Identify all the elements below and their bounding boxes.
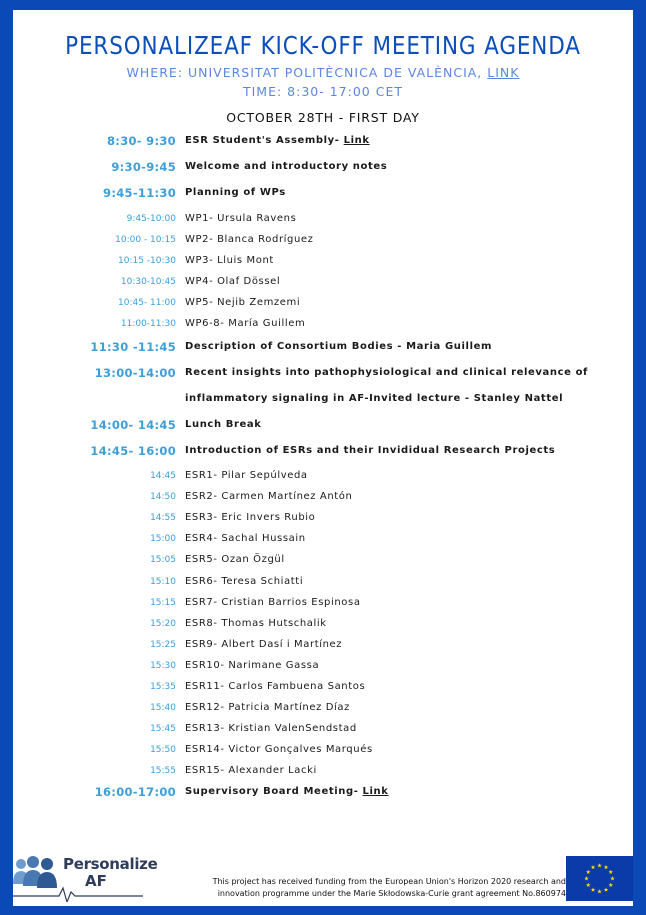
eu-star [586,883,591,887]
agenda-row [0,212,646,230]
eu-star [608,870,613,874]
agenda-title: Recent insights into pathophysiological and clinical relevance of [185,367,589,378]
agenda-text [185,491,352,502]
agenda-time: 15:20 [150,618,176,629]
agenda-row [0,511,646,529]
eu-star [584,876,589,880]
agenda-row [0,680,646,698]
agenda-time: 10:15 -10:30 [118,256,176,266]
eu-star [591,865,596,869]
agenda-row [0,233,646,251]
agenda-title: Welcome and introductory notes [185,161,388,172]
meeting-link[interactable]: Link [362,786,389,797]
agenda-row [0,785,646,803]
agenda-row [0,317,646,335]
agenda-text [185,318,305,329]
agenda-row [0,444,646,462]
time-line: TIME: 8:30- 17:00 CET [242,84,403,99]
agenda-title: ESR12- Patricia Martínez Díaz [185,702,350,714]
agenda-title: ESR3- Eric Invers Rubio [185,512,316,524]
page-title: PERSONALIZEAF KICK-OFF MEETING AGENDA [65,31,581,60]
agenda-time: 14:50 [150,492,176,503]
agenda-text [185,533,306,544]
agenda-title: ESR6- Teresa Schiatti [185,575,304,587]
eu-star [604,887,609,891]
agenda-time: 10:30-10:45 [120,277,176,287]
agenda-time: 15:55 [150,766,176,777]
agenda-text [185,597,361,608]
eu-star [604,865,609,869]
agenda-time: 9:45-11:30 [103,186,176,200]
agenda-text [185,702,350,713]
agenda-time: 14:55 [150,513,176,524]
funding-notice [200,876,566,900]
eu-star [597,863,602,867]
agenda-title: ESR5- Ozan Özgül [185,554,285,566]
agenda-title-line-2: inflammatory signaling in AF-Invited lecture - Stanley Nattel [185,393,564,404]
agenda-row [0,160,646,178]
agenda-title: ESR13- Kristian ValenSendstad [185,723,357,735]
agenda-text [185,723,357,734]
agenda-row [0,254,646,272]
agenda-text [185,470,308,481]
agenda-text [185,255,274,266]
agenda-time: 9:30-9:45 [111,160,176,174]
agenda-title: WP2- Blanca Rodríguez [185,234,314,245]
agenda-text [185,765,317,776]
agenda-row [0,469,646,487]
agenda-row [0,596,646,614]
agenda-title: ESR9- Albert Dasí i Martínez [185,638,343,650]
agenda-text [185,161,387,172]
agenda-time: 15:40 [150,703,176,714]
agenda-row [0,638,646,656]
agenda-title: Supervisory Board Meeting- [185,786,363,797]
agenda-title: ESR2- Carmen Martínez Antón [185,491,353,503]
agenda-title: ESR11- Carlos Fambuena Santos [185,681,366,692]
agenda-time: 15:25 [150,639,176,650]
agenda-title: ESR4- Sachal Hussain [185,533,306,545]
agenda-row [0,275,646,293]
eu-star [591,887,596,891]
agenda-text [185,786,389,797]
logo-word-personalize: Personalize [63,855,158,873]
agenda-text [185,576,303,587]
eu-stars-icon [566,856,633,901]
agenda-row [0,764,646,782]
agenda-text [185,681,365,692]
agenda-row [0,366,646,404]
agenda-time: 9:45-10:00 [126,214,176,224]
agenda-time: 14:45 [150,471,176,481]
agenda-text [185,367,588,378]
agenda-row [0,575,646,593]
agenda-row [0,340,646,358]
agenda-title: WP1- Ursula Ravens [185,213,297,224]
agenda-title: ESR1- Pilar Sepúlveda [185,470,308,481]
agenda-title: WP4- Olaf Dössel [185,276,281,287]
agenda-text [185,512,315,523]
agenda-row [0,722,646,740]
agenda-time: 13:00-14:00 [94,366,176,380]
eu-star [608,883,613,887]
agenda-row [0,490,646,508]
agenda-text [185,554,285,565]
agenda-text [185,187,286,198]
agenda-text [185,276,280,287]
agenda-time: 8:30- 9:30 [107,134,176,148]
agenda-text [185,234,314,245]
agenda-time: 14:00- 14:45 [90,418,176,432]
agenda-time: 15:45 [150,724,176,735]
day-heading: OCTOBER 28TH - FIRST DAY [226,110,420,125]
agenda-time: 15:10 [150,576,176,587]
agenda-text [185,135,370,146]
agenda-time: 15:15 [150,597,176,608]
agenda-row [0,134,646,152]
agenda-title: WP5- Nejib Zemzemi [185,297,301,308]
agenda-row [0,617,646,635]
agenda-title: ESR14- Victor Gonçalves Marqués [185,744,373,756]
agenda-time: 15:00 [150,534,176,545]
agenda-row [0,743,646,761]
eu-star [586,870,591,874]
agenda-time: 10:00 - 10:15 [115,235,176,245]
agenda-time: 15:30 [150,660,176,671]
agenda-row [0,553,646,571]
agenda-title: ESR15- Alexander Lacki [185,765,317,777]
logo-word-af: AF [85,872,107,890]
agenda-text [185,660,319,671]
meeting-link[interactable]: Link [343,135,370,146]
venue-text: WHERE: UNIVERSITAT POLITÈCNICA DE VALÈNCIA, [126,65,488,80]
funding-line-2: innovation programme under the Marie Skłodowska-Curie grant agreement No.860974 [217,889,566,898]
agenda-title: Introduction of ESRs and their Invididual Research Projects [185,445,556,456]
agenda-time: 14:45- 16:00 [90,444,176,458]
agenda-text [185,639,342,650]
agenda-title: ESR10- Narimane Gassa [185,659,320,671]
agenda-title: ESR Student's Assembly- [185,135,344,146]
eu-star [610,876,615,880]
agenda-time: 11:00-11:30 [120,319,176,329]
agenda-title: ESR8- Thomas Hutschalik [185,617,327,629]
agenda-row [0,296,646,314]
agenda-row [0,701,646,719]
agenda-title: WP6-8- María Guillem [185,318,306,329]
agenda-row [0,532,646,550]
agenda-text [185,341,492,352]
agenda-time: 15:05 [150,555,176,566]
venue-link[interactable]: LINK [487,65,520,80]
agenda-title: Description of Consortium Bodies - Maria Guillem [185,341,492,352]
agenda-time: 16:00-17:00 [94,785,176,799]
agenda-text [185,213,296,224]
agenda-time: 11:30 -11:45 [90,340,176,354]
agenda-text [185,297,300,308]
personalizeaf-logo [13,852,158,902]
agenda-text [185,419,261,430]
agenda-time: 10:45- 11:00 [118,298,176,308]
agenda-row [0,186,646,204]
agenda-title: Lunch Break [185,419,262,430]
agenda-time: 15:50 [150,745,176,756]
eu-star [597,889,602,893]
agenda-row [0,659,646,677]
agenda-title: ESR7- Cristian Barrios Espinosa [185,596,361,608]
agenda-time: 15:35 [150,682,176,692]
agenda-title: WP3- Lluis Mont [185,255,274,266]
venue-line [0,65,646,80]
agenda-text [185,618,327,629]
agenda-text [185,744,373,755]
funding-line-1: This project has received funding from the European Union's Horizon 2020 research and [212,877,566,886]
agenda-title: Planning of WPs [185,187,286,198]
agenda-row [0,418,646,436]
eu-flag-icon [566,856,633,901]
agenda-text [185,445,555,456]
